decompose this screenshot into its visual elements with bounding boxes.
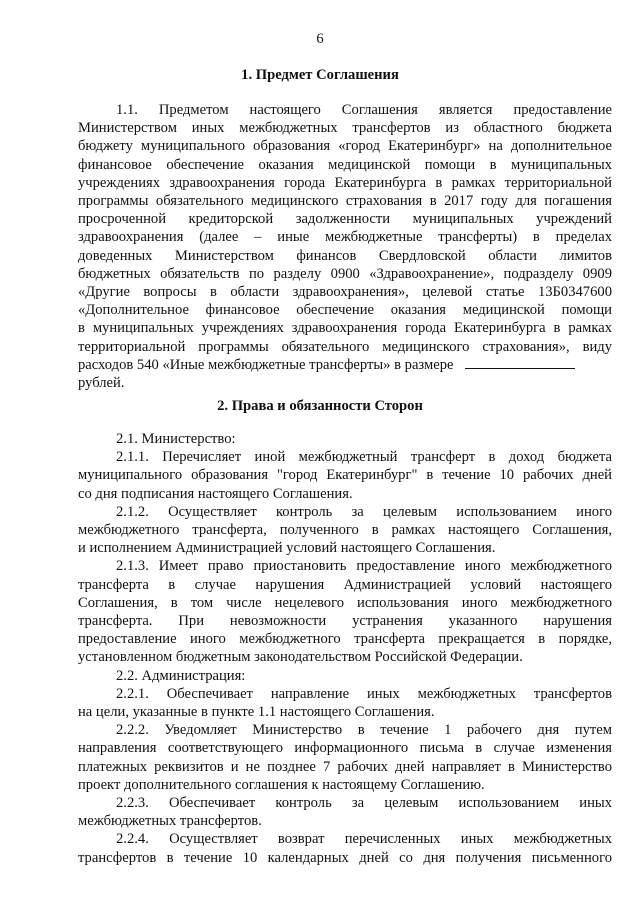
paragraph-1-1 [78, 101, 612, 392]
text-line: трансфертов в течение 10 календарных дней со дня получения письменного [78, 849, 612, 866]
text-line: бюджету муниципального образования «город Екатеринбург» на дополнительное [78, 138, 612, 155]
text-line: межбюджетного трансферта, полученного в рамках настоящего Соглашения, [78, 522, 612, 539]
section-2-body [78, 430, 612, 867]
subsection-heading: 2.1. Министерство: [116, 431, 236, 447]
text-line: 2.1.1. Перечисляет иной межбюджетный трансферт в доход бюджета [116, 449, 612, 466]
text-line: и исполнением Администрацией условий настоящего Соглашения. [78, 540, 496, 557]
text-line: учреждениях здравоохранения города Екатеринбурга в рамках территориальной [78, 174, 612, 191]
amount-line [78, 356, 612, 374]
text-line: 2.1.3. Имеет право приостановить предоставление иного межбюджетного [116, 558, 612, 575]
text-line: бюджетных обязательств по разделу 0900 «Здравоохранение», подразделу 0909 [78, 265, 612, 282]
text-line: «Дополнительное финансовое обеспечение оказания медицинской помощи [78, 302, 612, 319]
text-line: доведенных Министерством финансов Свердловской области лимитов [78, 247, 612, 264]
text-line: финансовое обеспечение оказания медицинской помощи в муниципальных [78, 156, 612, 173]
text-line: 2.2.3. Обеспечивает контроль за целевым использованием иных [116, 795, 612, 812]
text-line: муниципального образования "город Екатеринбург" в течение 10 рабочих дней [78, 467, 612, 484]
page-number: 6 [316, 31, 324, 47]
text-line: межбюджетных трансфертов. [78, 813, 262, 830]
text-line: трансферта. При невозможности устранения указанного нарушения [78, 613, 612, 630]
text-line: 2.2.1. Обеспечивает направление иных межбюджетных трансфертов [116, 685, 612, 702]
text-line: 2.2.4. Осуществляет возврат перечисленных иных межбюджетных [116, 831, 612, 848]
text-line: в муниципальных учреждениях здравоохранения города Екатеринбурга в рамках [78, 320, 612, 337]
text-line: со дня подписания настоящего Соглашения. [78, 485, 353, 502]
text-line: на цели, указанные в пункте 1.1 настоящего Соглашения. [78, 704, 435, 721]
text-line: территориальной программы обязательного медицинского страхования», виду [78, 338, 612, 355]
text-line: установленном бюджетным законодательством Российской Федерации. [78, 649, 523, 666]
text-line: 1.1. Предметом настоящего Соглашения является предоставление [116, 102, 612, 118]
section-2-title: 2. Права и обязанности Сторон [217, 398, 423, 414]
text-line: платежных реквизитов и не позднее 7 рабочих дней направляет в Министерство [78, 758, 612, 775]
text-line: проект дополнительного соглашения к настоящему Соглашению. [78, 776, 485, 793]
section-1-title: 1. Предмет Соглашения [241, 67, 399, 83]
text-line: Соглашения, в том числе нецелевого использования иного межбюджетного [78, 594, 612, 611]
text-line: предоставление иного межбюджетного трансферта прекращается в порядке, [78, 631, 612, 648]
text-line: рублей. [78, 375, 125, 392]
text-line: «Другие вопросы в области здравоохранения», целевой статье 13Б0347600 [78, 284, 612, 301]
text-line: трансферта в случае нарушения Администрацией условий настоящего [78, 576, 612, 593]
text-line: расходов 540 «Иные межбюджетные трансферты» в размере [78, 356, 454, 373]
text-line: здравоохранения (далее – иные межбюджетные трансферты) в пределах [78, 229, 612, 246]
text-line: просроченной кредиторской задолженности муниципальных учреждений [78, 211, 612, 228]
text-line: направления соответствующего информационного письма в случае изменения [78, 740, 612, 757]
amount-blank [465, 367, 575, 369]
text-line: 2.2.2. Уведомляет Министерство в течение 1 рабочего дня путем [116, 722, 612, 739]
text-line: Министерством иных межбюджетных трансфертов из областного бюджета [78, 120, 612, 137]
text-line: 2.1.2. Осуществляет контроль за целевым использованием иного [116, 503, 612, 520]
text-line: программы обязательного медицинского страхования в 2017 году для погашения [78, 193, 612, 210]
subsection-heading: 2.2. Администрация: [116, 667, 246, 684]
